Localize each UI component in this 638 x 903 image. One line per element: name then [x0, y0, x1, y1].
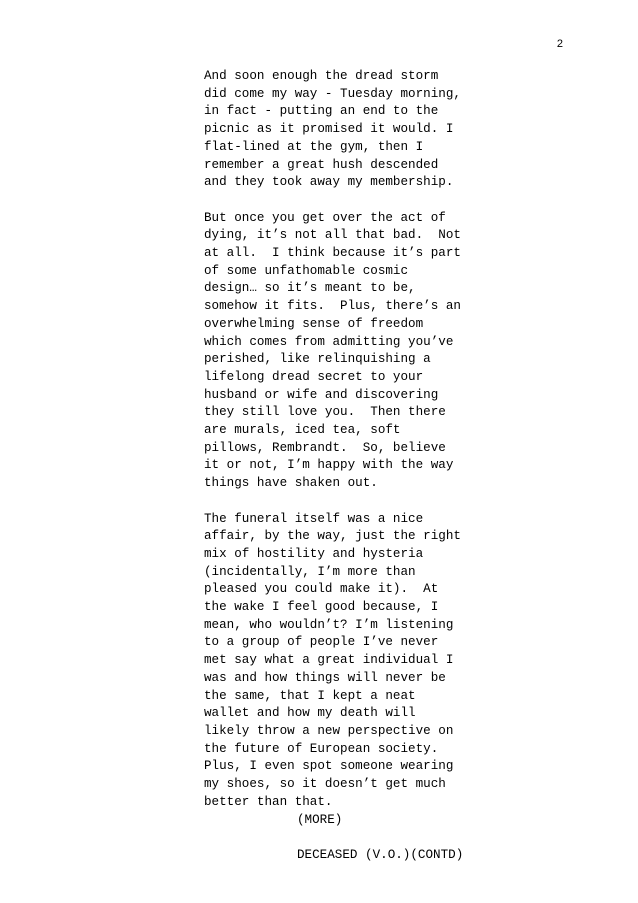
dialogue-line: was and how things will never be	[204, 670, 446, 685]
dialogue-line: better than that.	[204, 794, 333, 809]
dialogue-line: of some unfathomable cosmic	[204, 263, 409, 278]
dialogue-line: in fact - putting an end to the	[204, 104, 439, 119]
dialogue-line: remember a great hush descended	[204, 157, 439, 172]
dialogue-paragraph	[204, 511, 504, 812]
dialogue-line: are murals, iced tea, soft	[204, 423, 401, 438]
dialogue-line: the same, that I kept a neat	[204, 688, 416, 703]
dialogue-line: husband or wife and discovering	[204, 387, 439, 402]
dialogue-line: they still love you. Then there	[204, 405, 446, 420]
script-body	[204, 68, 504, 865]
dialogue-line: which comes from admitting you’ve	[204, 334, 454, 349]
dialogue-line: The funeral itself was a nice	[204, 511, 424, 526]
dialogue-line: (incidentally, I’m more than	[204, 564, 416, 579]
dialogue-line: And soon enough the dread storm	[204, 69, 439, 83]
dialogue-line: did come my way - Tuesday morning,	[204, 86, 461, 101]
dialogue-paragraph	[204, 68, 504, 192]
dialogue-line: lifelong dread secret to your	[204, 369, 424, 384]
dialogue-line: perished, like relinquishing a	[204, 352, 431, 367]
dialogue-line: somehow it fits. Plus, there’s an	[204, 299, 461, 314]
dialogue-line: pillows, Rembrandt. So, believe	[204, 440, 446, 455]
dialogue-line: wallet and how my death will	[204, 706, 416, 721]
dialogue-line: it or not, I’m happy with the way	[204, 458, 454, 473]
dialogue-paragraph	[204, 210, 504, 493]
dialogue-line: dying, it’s not all that bad. Not	[204, 228, 461, 243]
dialogue-line: the wake I feel good because, I	[204, 600, 439, 615]
dialogue-line: things have shaken out.	[204, 476, 378, 491]
dialogue-line: and they took away my membership.	[204, 175, 454, 190]
dialogue-line: met say what a great individual I	[204, 653, 454, 668]
dialogue-line: to a group of people I’ve never	[204, 635, 439, 650]
dialogue-line: design… so it’s meant to be,	[204, 281, 416, 296]
page-number: 2	[556, 38, 563, 50]
more-cue: (MORE)	[297, 812, 343, 827]
dialogue-line: picnic as it promised it would. I	[204, 122, 454, 137]
dialogue-line: affair, by the way, just the right	[204, 529, 461, 544]
continued-character-cue: DECEASED (V.O.)(CONTD)	[297, 847, 464, 862]
dialogue-line: mean, who wouldn’t? I’m listening	[204, 617, 454, 632]
dialogue-line: flat-lined at the gym, then I	[204, 139, 424, 154]
dialogue-line: likely throw a new perspective on	[204, 723, 454, 738]
dialogue-line: Plus, I even spot someone wearing	[204, 759, 454, 774]
dialogue-line: at all. I think because it’s part	[204, 246, 461, 261]
dialogue-line: mix of hostility and hysteria	[204, 546, 424, 561]
dialogue-line: overwhelming sense of freedom	[204, 316, 424, 331]
dialogue-line: the future of European society.	[204, 741, 439, 756]
dialogue-line: But once you get over the act of	[204, 210, 446, 225]
dialogue-line: my shoes, so it doesn’t get much	[204, 777, 446, 792]
dialogue-line: pleased you could make it). At	[204, 582, 439, 597]
